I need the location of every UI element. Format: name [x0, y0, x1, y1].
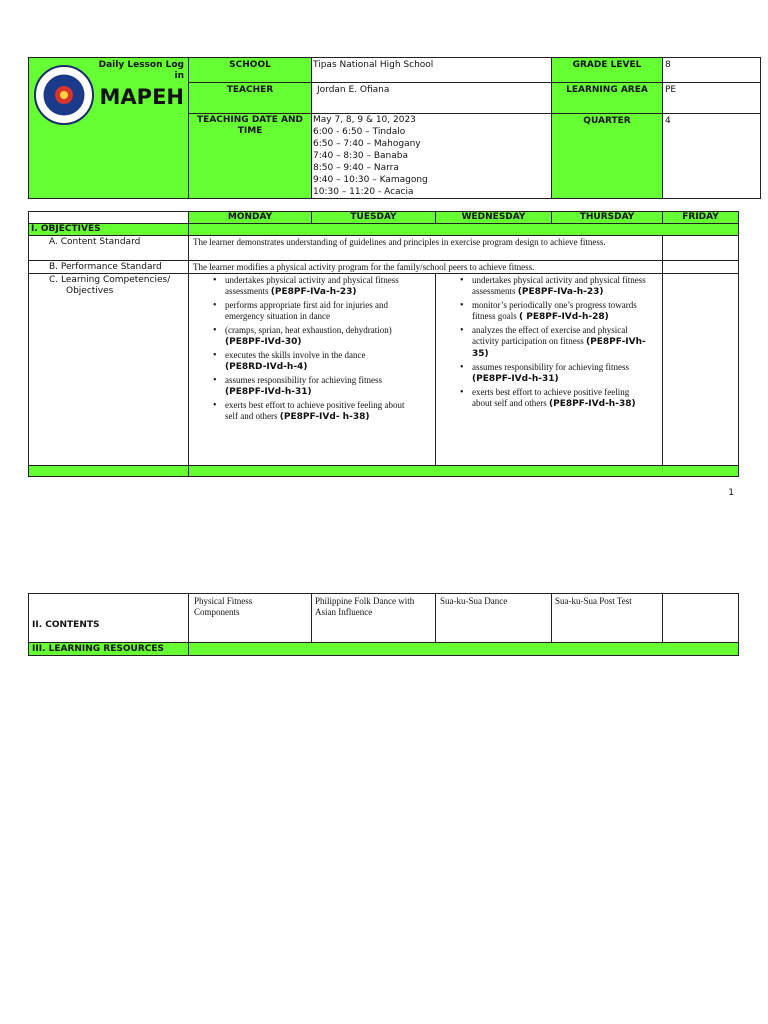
- competency-text: monitor’s periodically one’s progress towards fitness goals: [472, 300, 637, 321]
- competency-code: (PE8PF-IVd-30): [225, 337, 302, 347]
- competency-code: (PE8PF-IVh-35): [472, 337, 646, 359]
- list-item: [211, 400, 405, 423]
- competencies-label-line1: C. Learning Competencies/: [49, 275, 171, 285]
- contents-monday-cell: [188, 593, 312, 643]
- competency-text: exerts best effort to achieve positive feeling about self and others: [225, 400, 405, 421]
- grade-value-cell: [662, 57, 761, 83]
- performance-standard-text-cell: [188, 260, 663, 274]
- competencies-wed-thu-cell: [435, 273, 663, 466]
- list-item: [211, 275, 405, 298]
- competency-code: (PE8RD-IVd-h-4): [225, 362, 308, 372]
- school-value-cell: [311, 57, 552, 83]
- date-line: 6:50 – 7:40 – Mahogany: [313, 139, 421, 149]
- quarter-label-cell: [551, 113, 663, 199]
- school-label-cell: [188, 57, 312, 83]
- resources-label-cell: [28, 642, 189, 656]
- teacher-label: TEACHER: [226, 85, 274, 95]
- logo-cell: [28, 57, 189, 199]
- subject-title: MAPEH: [99, 85, 184, 109]
- competency-code: (PE8PF-IVd-h-31): [472, 374, 559, 384]
- competency-code: ( PE8PF-IVd-h-28): [519, 312, 609, 322]
- contents-friday-cell: [662, 593, 739, 643]
- list-item: [458, 300, 648, 323]
- contents-label: II. CONTENTS: [32, 620, 100, 630]
- competency-code: (PE8PF-IVd- h-38): [279, 412, 370, 422]
- contents-tuesday-cell: [311, 593, 436, 643]
- grade-value: 8: [665, 60, 671, 70]
- competency-text: performs appropriate first aid for injuries and emergency situation in dance: [225, 300, 388, 321]
- quarter-value: 4: [665, 116, 671, 126]
- day-label: THURSDAY: [579, 212, 635, 222]
- competency-text: undertakes physical activity and physical fitness assessments: [225, 275, 399, 296]
- content-standard-friday-cell: [662, 235, 739, 261]
- date-value-cell: [311, 113, 552, 199]
- resources-label: III. LEARNING RESOURCES: [32, 644, 164, 654]
- area-value: PE: [665, 85, 677, 95]
- date-line: 9:40 – 10:30 – Kamagong: [313, 175, 428, 185]
- day-label: WEDNESDAY: [461, 212, 526, 222]
- area-label: LEARNING AREA: [566, 85, 648, 95]
- competency-code: (PE8PF-IVa-h-23): [270, 287, 357, 297]
- area-label-cell: [551, 82, 663, 114]
- date-line: 10:30 – 11:20 - Acacia: [313, 187, 414, 197]
- competency-text: analyzes the effect of exercise and physical activity participation on fitness: [472, 325, 628, 346]
- content-standard-label: A. Content Standard: [49, 237, 141, 247]
- list-item: [458, 362, 648, 385]
- doc-title-line2: in: [174, 71, 184, 81]
- resources-fill: [188, 642, 739, 656]
- performance-standard-label: B. Performance Standard: [49, 262, 162, 272]
- teacher-value: Jordan E. Ofiana: [317, 85, 390, 95]
- competency-text: exerts best effort to achieve positive feeling about self and others: [472, 387, 630, 408]
- competencies-list-left: [189, 274, 435, 423]
- day-label: FRIDAY: [682, 212, 719, 222]
- list-item: [211, 300, 405, 323]
- deped-seal-icon: [33, 64, 95, 126]
- date-line: 6:00 - 6:50 – Tindalo: [313, 127, 406, 137]
- school-label: SCHOOL: [229, 60, 271, 70]
- competency-code: (PE8PF-IVd-h-38): [548, 399, 636, 409]
- list-item: [211, 350, 405, 373]
- performance-standard-label-cell: [28, 260, 189, 274]
- competencies-list-right: [436, 274, 662, 410]
- competency-text: assumes responsibility for achieving fitness: [472, 362, 629, 372]
- contents-thursday-cell: [551, 593, 663, 643]
- contents-tuesday: Philippine Folk Dance with Asian Influence: [315, 596, 415, 617]
- contents-monday: Physical Fitness Components: [194, 596, 253, 617]
- contents-wednesday-cell: [435, 593, 552, 643]
- content-standard-text-cell: [188, 235, 663, 261]
- date-line: 7:40 – 8:30 – Banaba: [313, 151, 409, 161]
- grade-label: GRADE LEVEL: [572, 60, 642, 70]
- grade-label-cell: [551, 57, 663, 83]
- competencies-friday-cell: [662, 273, 739, 466]
- page-number: 1: [728, 488, 734, 498]
- teacher-label-cell: [188, 82, 312, 114]
- list-item: [211, 375, 405, 398]
- competencies-label-line2: Objectives: [66, 286, 114, 296]
- content-standard-label-cell: [28, 235, 189, 261]
- competencies-label-cell: [28, 273, 189, 466]
- date-label: TEACHING DATE AND TIME: [197, 115, 303, 136]
- day-label: MONDAY: [227, 212, 273, 222]
- quarter-label: QUARTER: [583, 116, 631, 126]
- date-line: May 7, 8, 9 & 10, 2023: [313, 115, 416, 125]
- list-item: [458, 387, 648, 410]
- objectives-footer-right: [188, 465, 739, 477]
- list-item: [211, 325, 405, 348]
- competency-code: (PE8PF-IVd-h-31): [225, 387, 312, 397]
- competency-code: (PE8PF-IVa-h-23): [517, 287, 604, 297]
- doc-title-line1: Daily Lesson Log: [98, 60, 184, 70]
- competency-text: executes the skills involve in the dance: [225, 350, 366, 360]
- teacher-value-cell: [311, 82, 552, 114]
- objectives-section-label: I. OBJECTIVES: [31, 224, 101, 234]
- quarter-value-cell: [662, 113, 761, 199]
- list-item: [458, 275, 648, 298]
- area-value-cell: [662, 82, 761, 114]
- school-value: Tipas National High School: [313, 60, 434, 70]
- performance-standard-text: The learner modifies a physical activity program for the family/school peers to achieve fitness.: [193, 262, 535, 272]
- date-label-cell: [188, 113, 312, 199]
- competency-text: (cramps, sprian, heat exhaustion, dehydration): [225, 325, 392, 335]
- list-item: [458, 325, 648, 360]
- contents-thursday: Sua-ku-Sua Post Test: [555, 596, 632, 606]
- day-label: TUESDAY: [350, 212, 397, 222]
- objectives-footer-left: [28, 465, 189, 477]
- contents-label-cell: [28, 593, 189, 643]
- performance-standard-friday-cell: [662, 260, 739, 274]
- contents-wednesday: Sua-ku-Sua Dance: [440, 596, 508, 606]
- competency-text: undertakes physical activity and physical fitness assessments: [472, 275, 646, 296]
- competencies-mon-tue-cell: [188, 273, 436, 466]
- date-line: 8:50 – 9:40 – Narra: [313, 163, 399, 173]
- competency-text: assumes responsibility for achieving fitness: [225, 375, 382, 385]
- content-standard-text: The learner demonstrates understanding of guidelines and principles in exercise program design to achieve fitness.: [193, 237, 606, 247]
